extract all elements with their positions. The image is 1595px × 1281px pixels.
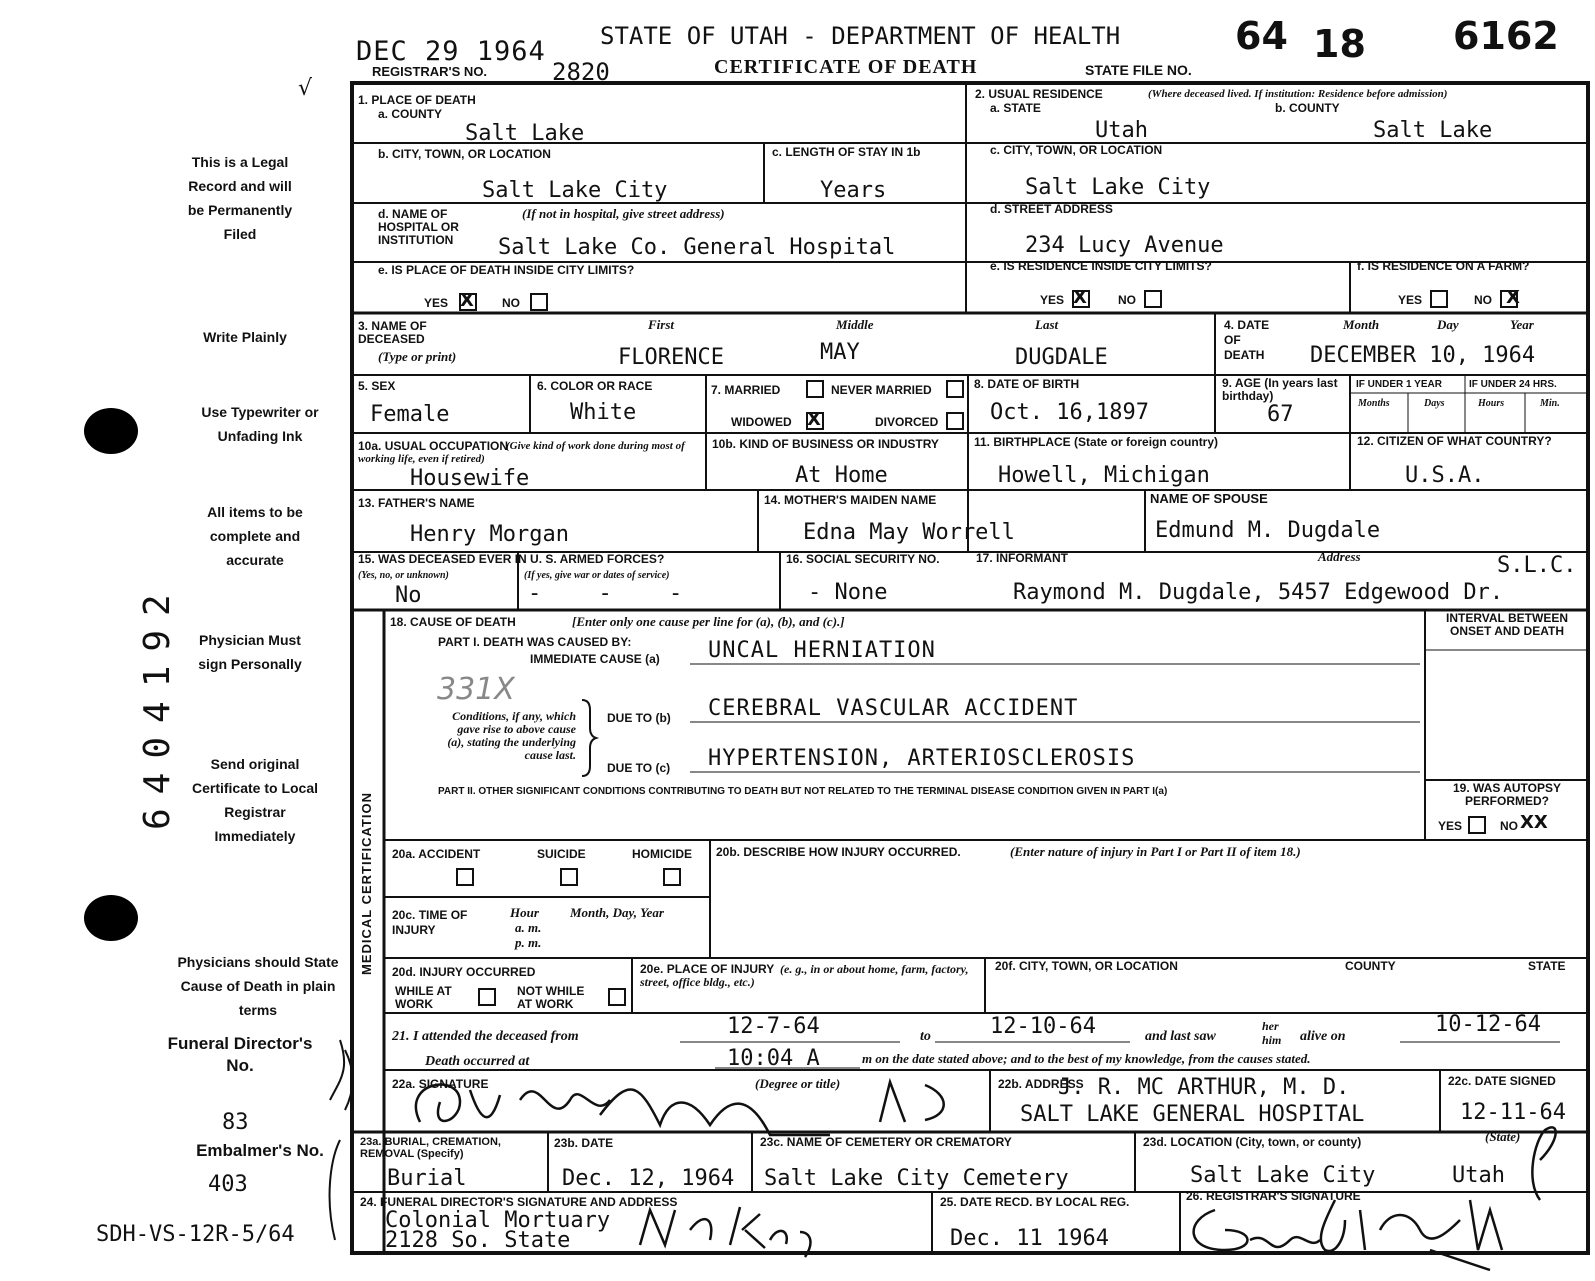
death-inside-no-label: NO <box>502 296 520 310</box>
residence-county-value: Salt Lake <box>1373 118 1493 143</box>
occupation-note: (Give kind of work done during most of working life, even if retired) <box>358 440 685 465</box>
months-label: Months <box>1358 398 1390 409</box>
date-received-value: Dec. 11 1964 <box>950 1226 1109 1251</box>
informant-label: 17. INFORMANT <box>976 551 1069 565</box>
death-inside-yes-mark: X <box>460 290 474 311</box>
date-signed-label: 22c. DATE SIGNED <box>1448 1074 1556 1088</box>
form-number: SDH-VS-12R-5/64 <box>96 1222 295 1247</box>
usual-residence-note: (Where deceased lived. If institution: Residence before admission) <box>1148 88 1448 100</box>
alive-on-label: alive on <box>1300 1029 1346 1044</box>
farm-yes-label: YES <box>1398 293 1423 307</box>
disposition-label: 23a. BURIAL, CREMATION, REMOVAL (Specify) <box>360 1136 501 1160</box>
vertical-document-number: 6404192 <box>137 580 178 830</box>
spouse-name-label: NAME OF SPOUSE <box>1150 491 1268 506</box>
cemetery-value: Salt Lake City Cemetery <box>764 1166 1069 1191</box>
death-year-label: Year <box>1510 317 1534 332</box>
age-value: 67 <box>1267 402 1294 427</box>
physician-address-line2: SALT LAKE GENERAL HOSPITAL <box>1020 1102 1365 1127</box>
armed-forces-label: 15. WAS DECEASED EVER IN U. S. ARMED FORCES? <box>358 552 665 566</box>
length-of-stay-value: Years <box>820 178 887 203</box>
mother-name-value: Edna May Worrell <box>803 520 1015 545</box>
occupation-label: 10a. USUAL OCCUPATION <box>358 439 509 453</box>
last-name-label: Last <box>1035 317 1059 332</box>
cemetery-location-value: Salt Lake City <box>1190 1163 1376 1188</box>
funeral-director-number: 83 <box>222 1110 249 1135</box>
registrar-label: REGISTRAR'S NO. <box>372 64 488 79</box>
autopsy-no-mark: XX <box>1520 812 1548 833</box>
her-label: her <box>1262 1019 1279 1033</box>
autopsy-yes-label: YES <box>1438 819 1463 833</box>
deceased-name-label: 3. NAME OF DECEASED <box>358 319 427 346</box>
attended-to-value: 12-10-64 <box>990 1014 1096 1039</box>
date-received-label: 25. DATE RECD. BY LOCAL REG. <box>940 1195 1130 1209</box>
cemetery-location-label: 23d. LOCATION (City, town, or county) <box>1143 1135 1362 1149</box>
death-month-label: Month <box>1343 317 1380 332</box>
physicians-state-note: Physicians should State Cause of Death in plain terms <box>177 954 339 1018</box>
injury-city-label: 20f. CITY, TOWN, OR LOCATION <box>995 959 1178 973</box>
last-saw-label: and last saw <box>1145 1029 1216 1044</box>
under-one-year-label: IF UNDER 1 YEAR <box>1356 379 1442 390</box>
death-day-label: Day <box>1437 317 1459 332</box>
never-married-label: NEVER MARRIED <box>831 383 932 397</box>
file-number-part-a: 64 <box>1235 14 1288 58</box>
degree-label: (Degree or title) <box>755 1076 841 1091</box>
middle-name-label: Middle <box>836 317 874 332</box>
part-one-label: PART I. DEATH WAS CAUSED BY: <box>438 635 632 649</box>
race-label: 6. COLOR OR RACE <box>537 379 653 393</box>
funeral-director-signature-label: 24. FUNERAL DIRECTOR'S SIGNATURE AND ADDRESS <box>360 1195 678 1209</box>
items-complete-note: All items to be complete and accurate <box>207 504 303 568</box>
attended-from-value: 12-7-64 <box>727 1014 820 1039</box>
date-of-death-value: DECEMBER 10, 1964 <box>1310 343 1536 368</box>
death-county-label: a. COUNTY <box>378 107 443 121</box>
date-of-birth-label: 8. DATE OF BIRTH <box>974 377 1080 391</box>
spouse-name-value: Edmund M. Dugdale <box>1155 518 1381 543</box>
file-number-part-c: 6162 <box>1453 14 1559 58</box>
cemetery-state-value: Utah <box>1452 1163 1505 1188</box>
due-to-c-value: HYPERTENSION, ARTERIOSCLEROSIS <box>708 746 1136 771</box>
disposition-value: Burial <box>387 1166 467 1191</box>
informant-city-value: S.L.C. <box>1497 553 1577 578</box>
married-label: 7. MARRIED <box>711 383 781 397</box>
physician-address-label: 22b. ADDRESS <box>998 1077 1084 1091</box>
first-name-value: FLORENCE <box>618 345 724 370</box>
immediate-cause-value: UNCAL HERNIATION <box>708 638 936 663</box>
birthplace-value: Howell, Michigan <box>998 463 1210 488</box>
time-of-injury-label: 20c. TIME OF INJURY <box>392 908 468 937</box>
injury-state-label: STATE <box>1528 959 1566 973</box>
armed-forces-value: No <box>395 583 422 608</box>
sex-label: 5. SEX <box>358 379 396 393</box>
usual-residence-label: 2. USUAL RESIDENCE <box>975 87 1103 101</box>
state-file-label: STATE FILE NO. <box>1085 62 1192 78</box>
death-inside-yes-label: YES <box>424 296 449 310</box>
date-signed-value: 12-11-64 <box>1460 1100 1566 1125</box>
war-service-value: - - - <box>528 581 705 606</box>
birthplace-label: 11. BIRTHPLACE (State or foreign country) <box>974 435 1219 449</box>
cause-of-death-note: [Enter only one cause per line for (a), (b), and (c).] <box>572 614 845 629</box>
race-value: White <box>570 400 637 425</box>
armed-forces-note: (Yes, no, or unknown) <box>358 570 449 581</box>
disposition-date-value: Dec. 12, 1964 <box>562 1166 735 1191</box>
alive-on-value: 10-12-64 <box>1435 1012 1541 1037</box>
hospital-label: d. NAME OF HOSPITAL OR INSTITUTION <box>378 207 459 247</box>
accident-label: 20a. ACCIDENT <box>392 847 481 861</box>
middle-name-value: MAY <box>820 340 860 365</box>
hospital-value: Salt Lake Co. General Hospital <box>498 235 896 260</box>
place-of-injury-label: 20e. PLACE OF INJURY <box>640 962 775 976</box>
residence-county-label: b. COUNTY <box>1275 101 1340 115</box>
medical-certification-label: MEDICAL CERTIFICATION <box>359 791 374 975</box>
due-to-b-label: DUE TO (b) <box>607 711 671 725</box>
check-mark: √ <box>298 76 313 101</box>
suicide-label: SUICIDE <box>537 847 586 861</box>
social-security-label: 16. SOCIAL SECURITY NO. <box>786 552 940 566</box>
pm-label: p. m. <box>515 935 542 950</box>
death-occurred-label: Death occurred at <box>425 1054 530 1069</box>
age-label: 9. AGE (In years last birthday) <box>1222 376 1338 403</box>
residence-inside-city-label: e. IS RESIDENCE INSIDE CITY LIMITS? <box>990 259 1212 273</box>
describe-injury-note: (Enter nature of injury in Part I or Part II of item 18.) <box>1010 844 1301 859</box>
under-24-hours-label: IF UNDER 24 HRS. <box>1469 379 1557 390</box>
cemetery-state-label: (State) <box>1485 1129 1521 1144</box>
state-department-title: STATE OF UTAH - DEPARTMENT OF HEALTH <box>600 22 1121 50</box>
while-at-work-label: WHILE AT WORK <box>395 984 452 1011</box>
him-label: him <box>1262 1033 1282 1047</box>
funeral-director-line1: Colonial Mortuary <box>385 1208 611 1233</box>
hour-label: Hour <box>510 905 539 920</box>
autopsy-no-label: NO <box>1500 819 1518 833</box>
disposition-date-label: 23b. DATE <box>554 1136 614 1150</box>
divorced-label: DIVORCED <box>875 415 939 429</box>
file-number-part-b: 18 <box>1313 22 1366 66</box>
date-of-death-label: 4. DATE OF DEATH <box>1224 318 1270 362</box>
cemetery-label: 23c. NAME OF CEMETERY OR CREMATORY <box>760 1135 1012 1149</box>
attended-label: 21. I attended the deceased from <box>392 1029 579 1044</box>
place-of-injury-note: (e. g., in or about home, farm, factory, street, office bldg., etc.) <box>640 962 969 989</box>
certificate-title: CERTIFICATE OF DEATH <box>714 56 978 78</box>
conditions-note: Conditions, if any, which gave rise to above cause (a), stating the underlying cause last. <box>447 709 576 762</box>
death-city-label: b. CITY, TOWN, OR LOCATION <box>378 147 551 161</box>
physician-signature-label: 22a. SIGNATURE <box>392 1077 489 1091</box>
date-of-birth-value: Oct. 16,1897 <box>990 400 1149 425</box>
widowed-mark: X <box>807 409 821 430</box>
physician-sign-note: Physician Must sign Personally <box>198 632 302 672</box>
occupation-value: Housewife <box>410 466 530 491</box>
attended-to-label: to <box>920 1029 931 1044</box>
business-label: 10b. KIND OF BUSINESS OR INDUSTRY <box>712 437 939 451</box>
street-address-label: d. STREET ADDRESS <box>990 202 1113 216</box>
registrar-signature-label: 26. REGISTRAR'S SIGNATURE <box>1186 1189 1361 1203</box>
autopsy-label: 19. WAS AUTOPSY PERFORMED? <box>1452 781 1562 808</box>
funeral-director-label: Funeral Director's No. <box>167 1034 313 1075</box>
residence-city-value: Salt Lake City <box>1025 175 1211 200</box>
farm-no-mark: X <box>1506 287 1520 308</box>
hours-label: Hours <box>1478 398 1505 409</box>
month-day-year-label: Month, Day, Year <box>570 905 664 920</box>
sex-value: Female <box>370 402 450 427</box>
death-city-value: Salt Lake City <box>482 178 668 203</box>
physician-address-line1: J. R. MC ARTHUR, M. D. <box>1058 1075 1350 1100</box>
registrar-number: 2820 <box>552 58 610 86</box>
war-service-note: (If yes, give war or dates of service) <box>524 570 670 581</box>
residence-state-label: a. STATE <box>990 101 1041 115</box>
informant-address-label: Address <box>1318 549 1361 564</box>
residence-inside-yes-mark: X <box>1073 287 1087 308</box>
residence-state-value: Utah <box>1095 118 1148 143</box>
minutes-label: Min. <box>1540 398 1560 409</box>
last-name-value: DUGDALE <box>1015 345 1108 370</box>
due-to-c-label: DUE TO (c) <box>607 761 671 775</box>
deceased-name-note: (Type or print) <box>378 349 457 364</box>
write-plainly-note: Write Plainly <box>203 329 287 345</box>
immediate-cause-label: IMMEDIATE CAUSE (a) <box>530 652 660 666</box>
mother-name-label: 14. MOTHER'S MAIDEN NAME <box>764 493 937 507</box>
residence-city-label: c. CITY, TOWN, OR LOCATION <box>990 143 1163 157</box>
first-name-label: First <box>648 317 675 332</box>
citizen-label: 12. CITIZEN OF WHAT COUNTRY? <box>1357 434 1552 448</box>
typewriter-note: Use Typewriter or Unfading Ink <box>201 404 319 444</box>
citizen-value: U.S.A. <box>1405 463 1485 488</box>
interval-label: INTERVAL BETWEEN ONSET AND DEATH <box>1445 611 1568 638</box>
death-time-value: 10:04 A <box>727 1046 820 1071</box>
place-of-death-label: 1. PLACE OF DEATH <box>358 93 476 107</box>
father-name-value: Henry Morgan <box>410 522 569 547</box>
funeral-director-line2: 2128 So. State <box>385 1228 571 1253</box>
death-county-value: Salt Lake <box>465 121 585 146</box>
embalmer-number: 403 <box>208 1172 248 1197</box>
coding-note: 331X <box>437 672 515 707</box>
injury-county-label: COUNTY <box>1345 959 1396 973</box>
homicide-label: HOMICIDE <box>632 847 692 861</box>
residence-inside-yes-label: YES <box>1040 293 1065 307</box>
describe-injury-label: 20b. DESCRIBE HOW INJURY OCCURRED. <box>716 845 961 859</box>
street-address-value: 234 Lucy Avenue <box>1025 233 1224 258</box>
farm-label: f. IS RESIDENCE ON A FARM? <box>1357 259 1530 273</box>
informant-value: Raymond M. Dugdale, 5457 Edgewood Dr. <box>1013 580 1504 605</box>
injury-occurred-label: 20d. INJURY OCCURRED <box>392 965 536 979</box>
farm-no-label: NO <box>1474 293 1492 307</box>
due-to-b-value: CEREBRAL VASCULAR ACCIDENT <box>708 696 1079 721</box>
send-original-note: Send original Certificate to Local Registrar Immediately <box>191 756 319 844</box>
social-security-value: - None <box>808 580 888 605</box>
widowed-label: WIDOWED <box>731 415 792 429</box>
length-of-stay-label: c. LENGTH OF STAY IN 1b <box>772 145 921 159</box>
not-while-at-work-label: NOT WHILE AT WORK <box>517 984 585 1011</box>
legal-record-note: This is a Legal Record and will be Permanently Filed <box>187 154 293 242</box>
received-stamp-date: DEC 29 1964 <box>356 36 546 67</box>
death-inside-city-label: e. IS PLACE OF DEATH INSIDE CITY LIMITS? <box>378 263 635 277</box>
part-two-label: PART II. OTHER SIGNIFICANT CONDITIONS CONTRIBUTING TO DEATH BUT NOT RELATED TO THE TERMINAL DISEASE CONDITION GIVEN IN PART I(a) <box>438 786 1168 797</box>
father-name-label: 13. FATHER'S NAME <box>358 496 475 510</box>
certification-statement: m on the date stated above; and to the best of my knowledge, from the causes stated. <box>862 1051 1311 1066</box>
am-label: a. m. <box>515 920 542 935</box>
days-label: Days <box>1424 398 1445 409</box>
residence-inside-no-label: NO <box>1118 293 1136 307</box>
hospital-note: (If not in hospital, give street address) <box>522 206 725 221</box>
business-value: At Home <box>795 463 888 488</box>
cause-of-death-label: 18. CAUSE OF DEATH <box>390 615 516 629</box>
embalmer-label: Embalmer's No. <box>196 1141 324 1160</box>
